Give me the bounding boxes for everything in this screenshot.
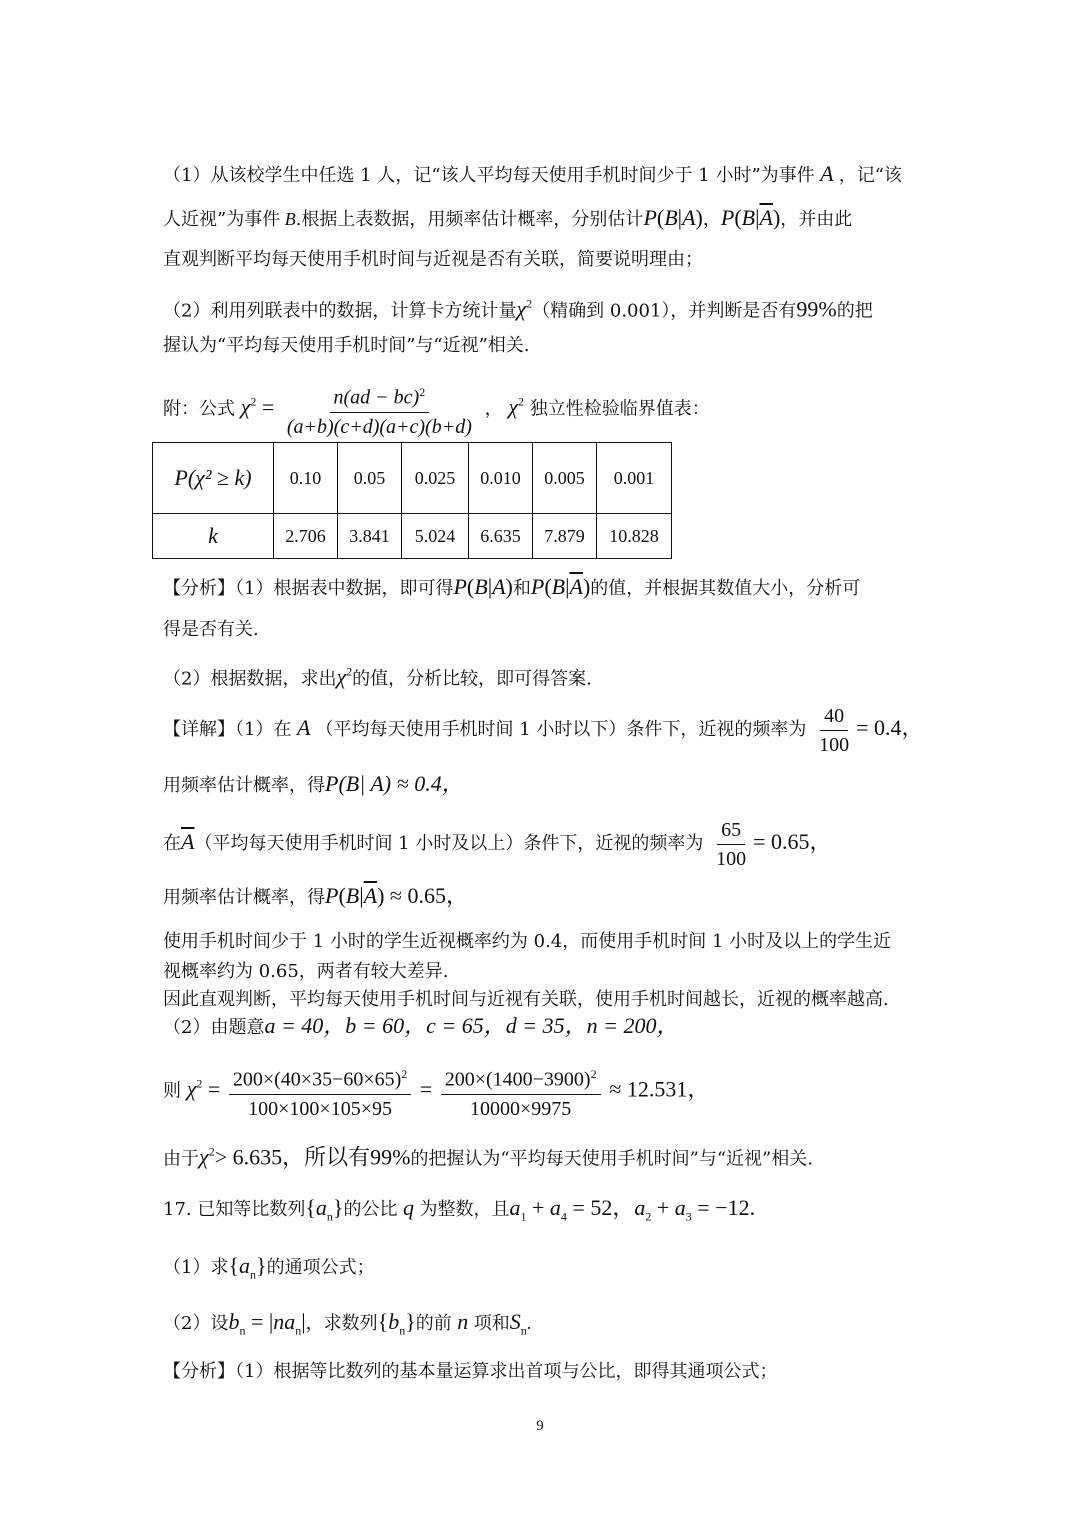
row-label — [153, 443, 274, 514]
value: = 0.4， — [856, 715, 924, 740]
expr: $a_2 + a_3$ — [634, 1195, 692, 1224]
chi-square: $\chi^2$ — [508, 394, 525, 420]
detail16-line8 — [163, 1014, 678, 1040]
text: 的把握认为“平均每天使用手机时间”与“近视”相关. — [410, 1148, 813, 1170]
given-values: a = 40，b = 60，c = 65，d = 35，n = 200， — [264, 1013, 679, 1038]
detail16-line1 — [163, 700, 924, 758]
sequence-bn: $\{b_n\}$ — [377, 1309, 416, 1338]
text: （2）由题意 — [163, 1017, 265, 1038]
text: n(ad − bc) — [333, 386, 420, 409]
q16-part1-line3: 直观判断平均每天使用手机时间与近视是否有关联，简要说明理由； — [163, 249, 703, 270]
event-a: A — [291, 715, 316, 740]
text: 的通项公式； — [266, 1257, 375, 1278]
text: k — [208, 523, 218, 548]
text: 附：公式 — [163, 398, 235, 420]
table-cell: 0.10 — [274, 443, 338, 514]
text: 的把 — [836, 300, 873, 322]
ratio-q: q — [397, 1195, 420, 1220]
analysis16-line3 — [163, 660, 592, 691]
detail16-line6: 视概率约为 0.65，两者有较大差异. — [163, 961, 449, 982]
text: 200×(40×35−60×65) — [232, 1068, 402, 1091]
expr: $b_n = |na_n|$ — [228, 1309, 306, 1338]
event-a: A — [814, 161, 839, 186]
text: 独立性检验临界值表： — [529, 398, 710, 420]
percent: 99% — [796, 296, 837, 322]
detail16-line3 — [163, 814, 832, 872]
table-cell: 0.010 — [469, 443, 533, 514]
value: = 0.65， — [753, 829, 832, 854]
numerator: $200\times(1400-3900)^2$ — [441, 1061, 601, 1095]
text: ，求数列 — [305, 1313, 378, 1334]
text: （精确到 0.001），并判断是否有 — [532, 300, 797, 322]
value: = 52， — [572, 1195, 635, 1220]
denominator: 100 — [819, 733, 850, 756]
detail16-line7: 因此直观判断，平均每天使用手机时间与近视有关联，使用手机时间越长，近视的概率越高. — [163, 989, 889, 1010]
text: 项和 — [473, 1313, 510, 1334]
critical-value-table — [152, 442, 672, 559]
event-b: B — [280, 209, 296, 229]
text: .根据上表数据，用频率估计概率，分别估计 — [295, 209, 644, 230]
text: 【详解】（1）在 — [163, 719, 292, 740]
text: 的前 — [415, 1313, 452, 1334]
numerator: 40 — [820, 703, 848, 731]
text: 由于 — [163, 1148, 199, 1170]
text: 用频率估计概率，得 — [163, 775, 325, 796]
text: 200×(1400−3900) — [444, 1068, 591, 1091]
analysis16-line2: 得是否有关. — [163, 619, 259, 640]
text: （1）求 — [163, 1257, 229, 1278]
sum-sn: $S_n$ — [509, 1309, 527, 1338]
q17-part1 — [163, 1254, 375, 1286]
numerator: $200\times(40\times 35-60\times 65)^2$ — [229, 1061, 411, 1095]
value: = −12. — [697, 1195, 756, 1220]
q16-part2-line1 — [163, 292, 873, 323]
prob-expr: $P(B|\overline{A})$ — [720, 205, 781, 230]
text: （1）从该校学生中任选 1 人，记“该人平均每天使用手机时间少于 1 小时”为事件 — [163, 165, 815, 186]
q16-part1-line1 — [163, 162, 902, 188]
detail16-conclusion — [163, 1140, 813, 1171]
text: 则 — [163, 1080, 181, 1102]
q17-part2: （2）设$b_n = |na_n|$，求数列$\{b_n\}$的前 n 项和$S_n$. — [163, 1309, 532, 1338]
chi-formula-fraction — [283, 379, 476, 440]
table-cell: 0.001 — [597, 443, 672, 514]
table-cell: 6.635 — [469, 514, 533, 559]
text: 用频率估计概率，得 — [163, 887, 325, 908]
text: （2）利用列联表中的数据，计算卡方统计量 — [163, 300, 517, 322]
value: ≈ 12.531， — [609, 1076, 710, 1102]
text: 【分析】（1）根据表中数据，即可得 — [163, 578, 454, 599]
chi-fraction-2 — [441, 1061, 601, 1122]
denominator: 100 — [716, 847, 747, 870]
chi-square: $\chi^2$ — [516, 296, 533, 322]
text: 人近视”为事件 — [163, 209, 281, 230]
denominator: 100×100×105×95 — [248, 1097, 392, 1120]
text: 为整数，且 — [419, 1199, 510, 1220]
table-cell: 5.024 — [402, 514, 469, 559]
text: 和 — [512, 578, 531, 599]
prob-expr: P(B|A) — [643, 205, 703, 230]
numerator: 65 — [717, 817, 745, 845]
table-cell: 0.05 — [338, 443, 402, 514]
detail16-chi-calc: 则 $\chi^2$ = $\frac{200\times(40\times 35-60\times 65)^2}{100\times 100\times 105\times 95}$ = $\frac{200\times(1400-3900)^2}{10000\times 9975}$ ≈ 12.531， — [163, 1054, 709, 1122]
text: P(χ² ≥ k) — [174, 465, 252, 490]
detail16-line5: 使用手机时间少于 1 小时的学生近视概率约为 0.4，而使用手机时间 1 小时及以上的学生近 — [163, 931, 892, 952]
percent: 99% — [370, 1144, 411, 1170]
var-n: n — [451, 1309, 474, 1334]
chi-square: $\chi^2$ — [240, 394, 257, 420]
chi-square: $\chi^2$ — [186, 1076, 203, 1102]
expr: $a_1 + a_4$ — [509, 1195, 567, 1224]
prob-expr: $P(B|\overline{A}$ — [325, 883, 378, 908]
q16-part2-line2: 握认为“平均每天使用手机时间”与“近视”相关. — [163, 335, 530, 356]
table-cell: 7.879 — [533, 514, 597, 559]
table-row — [153, 443, 672, 514]
analysis16-line1 — [163, 575, 860, 601]
prob-expr: $P(B|\overline{A})$ — [530, 574, 591, 599]
denominator: (a+b)(c+d)(a+c)(b+d) — [286, 415, 472, 438]
text: ，并由此 — [780, 209, 853, 230]
table-cell: 2.706 — [274, 514, 338, 559]
prob-expr: P(B|A) — [453, 574, 513, 599]
numerator: n(ad − bc)$^2$ — [330, 379, 430, 413]
value: ) ≈ 0.65， — [377, 883, 468, 908]
table-cell: 3.841 — [338, 514, 402, 559]
page-number: 9 — [536, 1418, 544, 1434]
sequence-an: $\{a_n\}$ — [305, 1195, 344, 1224]
formula-line: 附：公式 $\chi^2$ = $\frac{n(ad - bc)^2}{(a+b)(c+d)(a+c)(b+d)}$ ， $\chi^2$ 独立性检验临界值表： — [163, 372, 710, 440]
chi-square: $\chi^2$ — [199, 1144, 215, 1170]
text: 的值，并根据其数值大小，分析可 — [590, 578, 861, 599]
event-a-complement: $\overline{A}$ — [181, 829, 195, 854]
frequency-fraction — [815, 703, 853, 758]
table-cell: 0.005 — [533, 443, 597, 514]
q16-part1-line2: 人近视”为事件 B.根据上表数据，用频率估计概率，分别估计P(B|A)，$P(B|\overline{A})$，并由此 — [163, 205, 853, 230]
q17-statement — [163, 1196, 755, 1228]
text: （2）根据数据，求出 — [163, 668, 337, 690]
row-label — [153, 514, 274, 559]
table-cell: 10.828 — [597, 514, 672, 559]
detail16-line4 — [163, 884, 468, 910]
text: 在 — [163, 833, 181, 854]
table-cell: 0.025 — [402, 443, 469, 514]
frequency-fraction — [712, 817, 750, 872]
prob-expr: P(B| A) ≈ 0.4， — [325, 771, 464, 796]
chi-square: $\chi^2$ — [336, 664, 353, 690]
sequence-an: $\{a_n\}$ — [228, 1253, 267, 1282]
text: （平均每天使用手机时间 1 小时及以上）条件下，近视的频率为 — [194, 833, 704, 854]
text: （2）设 — [163, 1313, 229, 1334]
text: 的值，分析比较，即可得答案. — [352, 668, 592, 690]
text: > 6.635，所以有 — [214, 1144, 371, 1170]
analysis17-line1: 【分析】（1）根据等比数列的基本量运算求出首项与公比，即得其通项公式； — [163, 1361, 778, 1382]
text: ，记“该 — [838, 165, 902, 186]
text: （平均每天使用手机时间 1 小时以下）条件下，近视的频率为 — [315, 719, 807, 740]
text: 的公比 — [343, 1199, 398, 1220]
chi-fraction-1 — [229, 1061, 411, 1122]
table-row — [153, 514, 672, 559]
text: 17. 已知等比数列 — [163, 1199, 306, 1220]
detail16-line2 — [163, 772, 464, 798]
denominator: 10000×9975 — [470, 1097, 572, 1120]
